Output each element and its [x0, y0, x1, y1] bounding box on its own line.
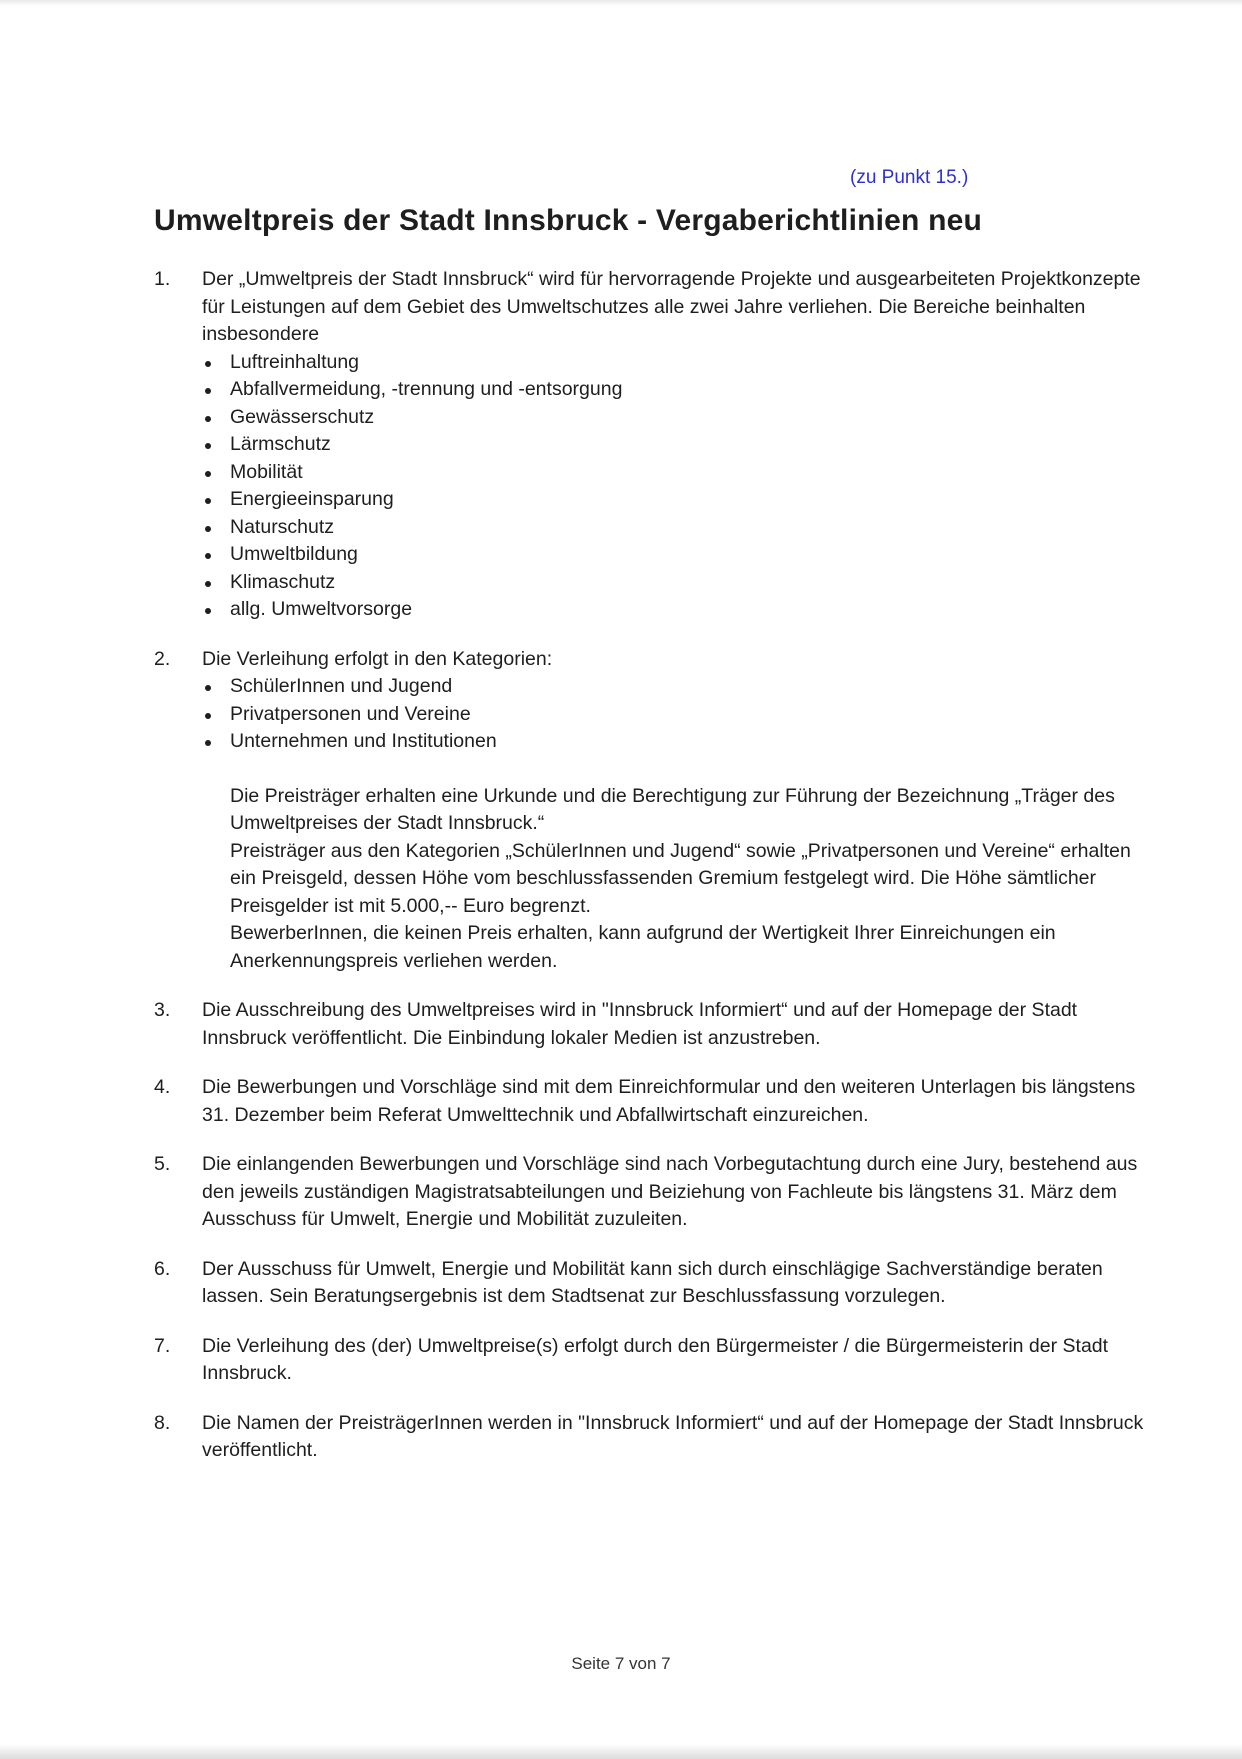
- bullet-item: Umweltbildung: [202, 541, 1144, 569]
- bullet-item: Luftreinhaltung: [202, 349, 1144, 377]
- item-text: Der „Umweltpreis der Stadt Innsbruck“ wird für hervorragende Projekte und ausgearbeiteten Projektkonzepte für Leistungen auf dem Gebiet des Umweltschutzes alle zwei Jahre verliehen. Die Bereiche beinhalten insbesondere: [202, 268, 1141, 345]
- item-text: Der Ausschuss für Umwelt, Energie und Mobilität kann sich durch einschlägige Sachverständige beraten lassen. Sein Beratungsergebnis ist dem Stadtsenat zur Beschlussfassung vorzulegen.: [202, 1257, 1103, 1307]
- bullet-item: allg. Umweltvorsorge: [202, 596, 1144, 624]
- focus-areas-list: [202, 349, 1144, 624]
- item-number: 3.: [154, 999, 171, 1021]
- list-item: [154, 646, 1144, 976]
- bullet-item: Klimaschutz: [202, 569, 1144, 597]
- scan-edge-bottom: [0, 1744, 1242, 1759]
- award-paragraph: Die Preisträger erhalten eine Urkunde und die Berechtigung zur Führung der Bezeichnung „Träger des Umweltpreises der Stadt Innsbruck.“: [230, 784, 1115, 834]
- bullet-item: Gewässerschutz: [202, 404, 1144, 432]
- item-number: 4.: [154, 1076, 171, 1098]
- list-item: [154, 1333, 1144, 1388]
- list-item: [154, 1151, 1144, 1234]
- award-paragraph: Preisträger aus den Kategorien „SchülerInnen und Jugend“ sowie „Privatpersonen und Vereine“ erhalten ein Preisgeld, dessen Höhe vom beschlussfassenden Gremium festgelegt wird. Die Höhe sämtlicher Preisgelder ist mit 5.000,-- Euro begrenzt.: [230, 839, 1131, 917]
- item-text: Die einlangenden Bewerbungen und Vorschläge sind nach Vorbegutachtung durch eine Jury, bestehend aus den jeweils zuständigen Magistratsabteilungen und Beiziehung von Fachleute bis längstens 31. März dem Ausschuss für Umwelt, Energie und Mobilität zuzuleiten.: [202, 1153, 1138, 1230]
- bullet-item: SchülerInnen und Jugend: [202, 673, 1144, 701]
- bullet-item: Lärmschutz: [202, 431, 1144, 459]
- item-text: Die Verleihung erfolgt in den Kategorien:: [202, 647, 553, 670]
- item-number: 6.: [154, 1257, 171, 1280]
- page-title: Umweltpreis der Stadt Innsbruck - Vergaberichtlinien neu: [154, 204, 983, 237]
- item-number: 8.: [154, 1411, 171, 1434]
- item-number: 2.: [154, 647, 171, 670]
- guidelines-list: [154, 266, 1144, 1465]
- item-text: Die Bewerbungen und Vorschläge sind mit dem Einreichformular und den weiteren Unterlagen bis längstens 31. Dezember beim Referat Umwelttechnik und Abfallwirtschaft einzureichen.: [202, 1076, 1136, 1126]
- item-text: Die Ausschreibung des Umweltpreises wird in "Innsbruck Informiert“ und auf der Homepage der Stadt Innsbruck veröffentlicht. Die Einbindung lokaler Medien ist anzustreben.: [202, 999, 1078, 1049]
- bullet-item: Abfallvermeidung, -trennung und -entsorgung: [202, 376, 1144, 404]
- award-details: [230, 783, 1144, 976]
- item-number: 7.: [154, 1334, 171, 1357]
- page-number: Seite 7 von 7: [571, 1654, 671, 1673]
- list-item: [154, 266, 1144, 624]
- categories-list: [202, 673, 1144, 756]
- scan-edge-top: [0, 0, 1242, 6]
- bullet-item: Unternehmen und Institutionen: [202, 728, 1144, 756]
- list-item: [154, 1410, 1144, 1465]
- item-text: Die Namen der PreisträgerInnen werden in "Innsbruck Informiert“ und auf der Homepage der Stadt Innsbruck veröffentlicht.: [202, 1411, 1144, 1461]
- award-paragraph: BewerberInnen, die keinen Preis erhalten, kann aufgrund der Wertigkeit Ihrer Einreichungen ein Anerkennungspreis verliehen werden.: [230, 922, 1056, 972]
- item-number: 1.: [154, 268, 171, 290]
- list-item: [154, 1074, 1144, 1129]
- item-text: Die Verleihung des (der) Umweltpreise(s) erfolgt durch den Bürgermeister / die Bürgermeisterin der Stadt Innsbruck.: [202, 1334, 1109, 1384]
- list-item: [154, 997, 1144, 1052]
- bullet-item: Naturschutz: [202, 514, 1144, 542]
- item-number: 5.: [154, 1153, 171, 1175]
- bullet-item: Energieeinsparung: [202, 486, 1144, 514]
- bullet-item: Mobilität: [202, 459, 1144, 487]
- bullet-item: Privatpersonen und Vereine: [202, 701, 1144, 729]
- agenda-reference: (zu Punkt 15.): [850, 167, 969, 188]
- list-item: [154, 1256, 1144, 1311]
